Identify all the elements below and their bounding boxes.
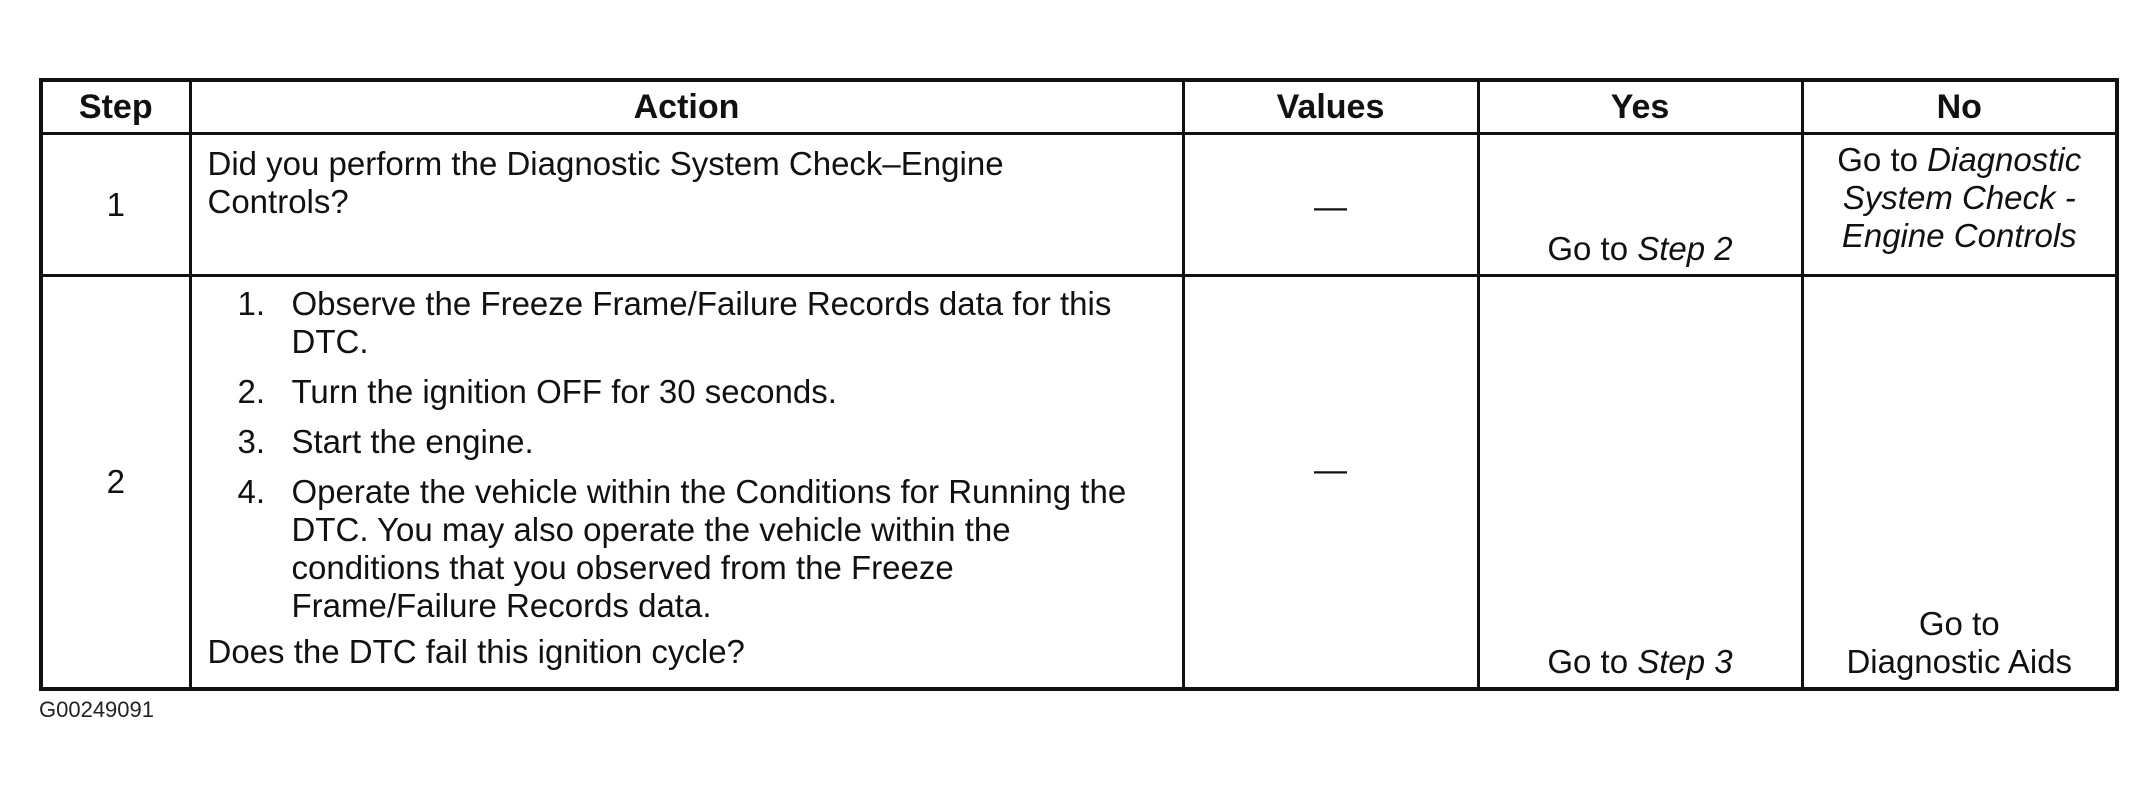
list-item-number: 4. xyxy=(237,473,266,510)
action-steps-list xyxy=(208,285,1168,625)
yes-go-to-label: Go to xyxy=(1547,643,1638,680)
yes-step-link[interactable]: Step 3 xyxy=(1637,643,1733,680)
diagnostic-table xyxy=(39,78,2119,691)
list-item-number: 1. xyxy=(237,285,266,322)
table-row xyxy=(41,276,2117,690)
no-cell xyxy=(1802,134,2117,276)
values-dash: — xyxy=(1314,187,1347,225)
no-go-to-label: Go to xyxy=(1837,141,1928,178)
no-diagnostic-aids-link[interactable]: Diagnostic Aids xyxy=(1846,643,2073,680)
action-question: Does the DTC fail this ignition cycle? xyxy=(207,633,745,670)
action-question: Did you perform the Diagnostic System Check–Engine Controls? xyxy=(207,145,1004,220)
action-cell xyxy=(190,134,1183,276)
header-no: No xyxy=(1802,80,2117,134)
values-cell xyxy=(1183,134,1478,276)
step-number: 2 xyxy=(41,276,190,690)
yes-go-to-label: Go to xyxy=(1547,230,1638,267)
yes-cell xyxy=(1478,276,1802,690)
table-row xyxy=(41,134,2117,276)
no-cell xyxy=(1802,276,2117,690)
list-item xyxy=(208,373,1168,411)
header-values: Values xyxy=(1183,80,1478,134)
values-cell xyxy=(1183,276,1478,690)
list-item xyxy=(208,473,1168,625)
no-diagnostic-system-check-link[interactable]: Diagnostic System Check - Engine Controls xyxy=(1841,141,2082,254)
list-item xyxy=(208,423,1168,461)
yes-cell xyxy=(1478,134,1802,276)
values-dash: — xyxy=(1314,451,1347,488)
list-item xyxy=(208,285,1168,361)
header-action: Action xyxy=(190,80,1183,134)
header-yes: Yes xyxy=(1478,80,1802,134)
list-item-text: Operate the vehicle within the Conditions for Running the DTC. You may also operate the vehicle within the conditions that you observed from the Freeze Frame/Failure Records data. xyxy=(291,473,1127,624)
list-item-text: Observe the Freeze Frame/Failure Records data for this DTC. xyxy=(291,285,1112,360)
header-step: Step xyxy=(41,80,190,134)
yes-step-link[interactable]: Step 2 xyxy=(1637,230,1733,267)
action-cell xyxy=(190,276,1183,690)
figure-id: G00249091 xyxy=(39,697,154,722)
list-item-text: Start the engine. xyxy=(291,423,534,460)
step-number: 1 xyxy=(41,134,190,276)
list-item-text: Turn the ignition OFF for 30 seconds. xyxy=(291,373,837,410)
list-item-number: 2. xyxy=(237,373,266,410)
no-go-to-label: Go to xyxy=(1918,605,2000,642)
header-row xyxy=(41,80,2117,134)
list-item-number: 3. xyxy=(237,423,266,460)
